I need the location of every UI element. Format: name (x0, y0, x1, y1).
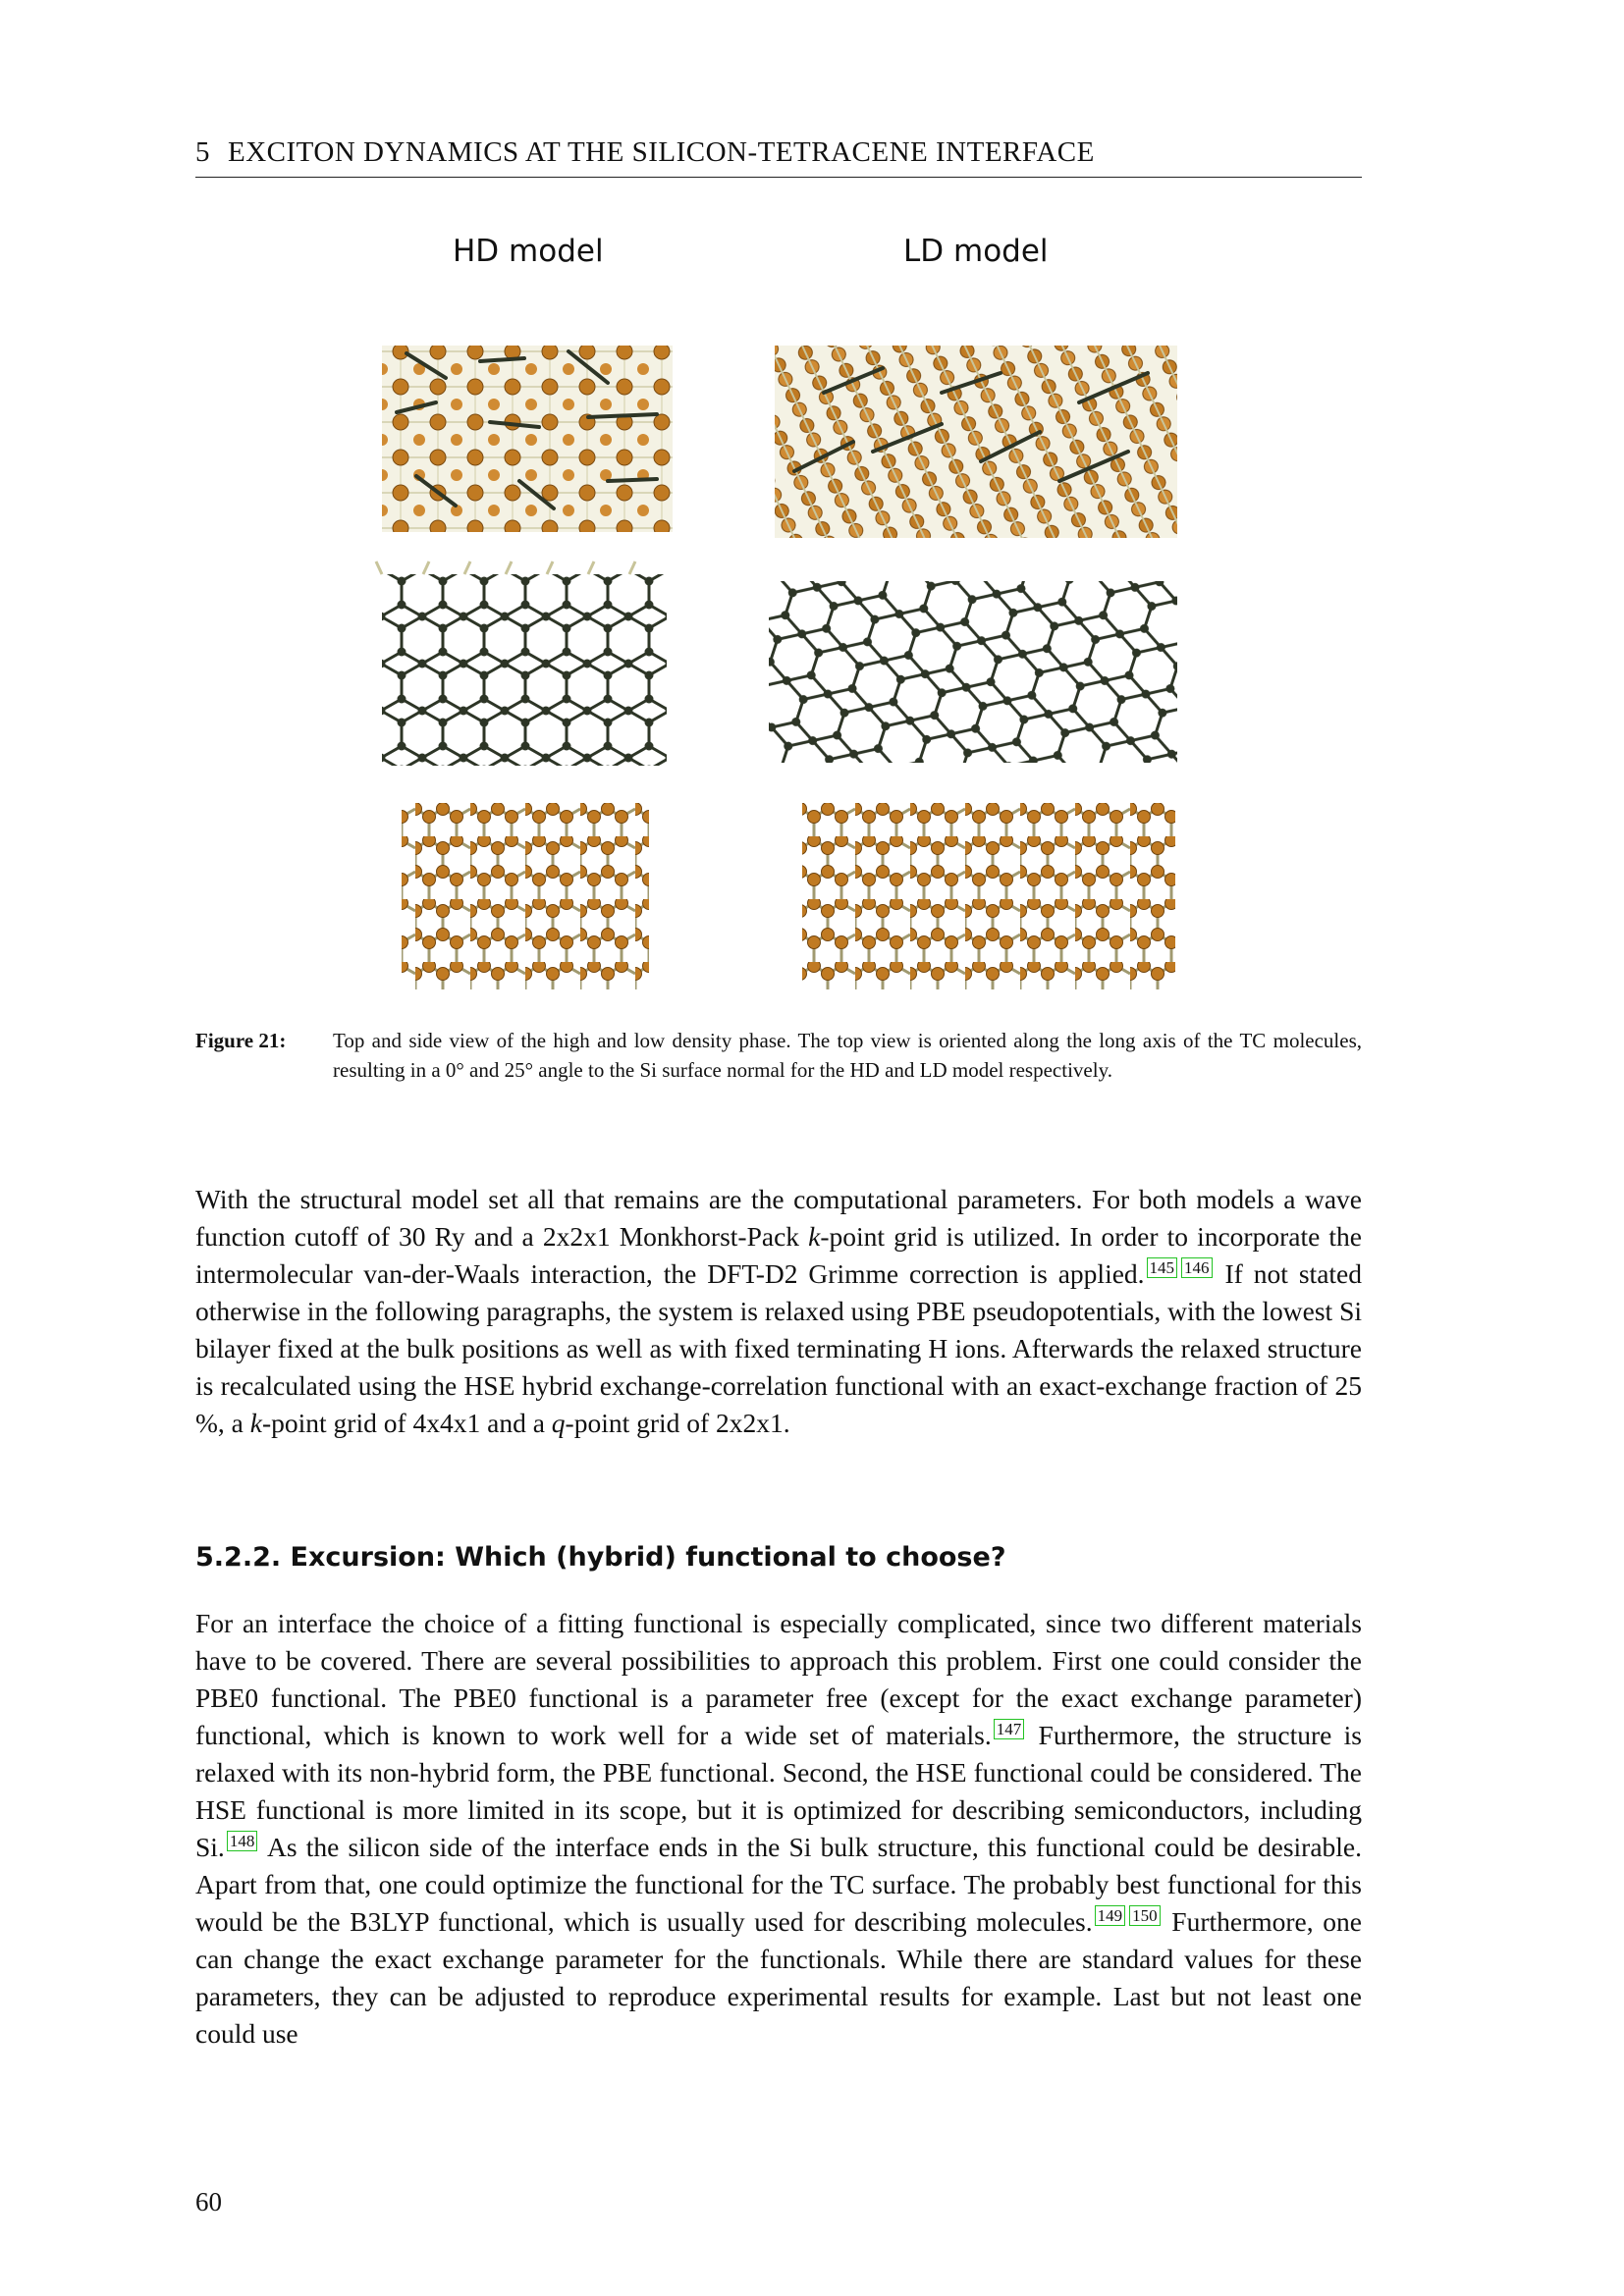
paragraph-functional-choice: For an interface the choice of a fitting functional is especially complicated, since two different materials have to be covered. There are several possibilities to approach this problem. First one could consider the PBE0 functional. The PBE0 functional is a parameter free (except for the exact exchange parameter) functional, which is known to work well for a wide set of materials. $^{147}$ Furthermore, the structure is relaxed with its non-hybrid form, the PBE functional. Second, the HSE functional could be considered. The HSE functional is more limited in its scope, but it is optimized for describing semiconductors, including Si. $^{148}$ As the silicon side of the interface ends in the Si bulk structure, this functional could be desirable. Apart from that, one could optimize the functional for the TC surface. The probably best functional for this would be the B3LYP functional, which is usually used for describing molecules. $^{149}$ $^{150}$ Furthermore, one can change the exact exchange parameter for the functionals. While there are standard values for these parameters, they can be adjusted to reproduce experimental results for example. Last but not least one could use (195, 1608, 1363, 2049)
citation-145[interactable]: 145 (1147, 1257, 1178, 1278)
section-number: 5.2.2. (195, 1542, 282, 1573)
citation-147[interactable]: 147 (994, 1719, 1025, 1739)
hd-top-view (382, 346, 673, 532)
ld-silicon-side-view (802, 803, 1175, 989)
ld-tetracene-side-view (769, 581, 1177, 763)
figure-21-structures (195, 334, 1362, 1001)
ld-top-view (775, 346, 1177, 538)
citation-148[interactable]: 148 (227, 1831, 258, 1851)
citation-146[interactable]: 146 (1181, 1257, 1213, 1278)
hd-tetracene-side-view (376, 561, 667, 766)
chapter-number: 5 (195, 136, 210, 168)
ld-model-label: LD model (903, 234, 1049, 269)
section-heading-5-2-2 (195, 1542, 1005, 1573)
header-rule (195, 177, 1362, 178)
citation-150[interactable]: 150 (1129, 1905, 1161, 1926)
hd-model-label: HD model (453, 234, 604, 269)
running-header (195, 136, 1362, 169)
citation-149[interactable]: 149 (1095, 1905, 1126, 1926)
section-title: Excursion: Which (hybrid) functional to choose? (290, 1542, 1006, 1573)
hd-silicon-side-view (402, 803, 649, 989)
chapter-title: EXCITON DYNAMICS AT THE SILICON-TETRACENE INTERFACE (228, 136, 1095, 168)
paragraph-computational-parameters: With the structural model set all that remains are the computational parameters. For both models a wave function cutoff of 30 Ry and a 2x2x1 Monkhorst-Pack k-point grid is utilized. In order to incorporate the intermolecular van-der-Waals interaction, the DFT-D2 Grimme correction is applied. $^{145}$ $^{146}$ If not stated otherwise in the following paragraphs, the system is relaxed using PBE pseudopotentials, with the lowest Si bilayer fixed at the bulk positions as well as with fixed terminating H ions. Afterwards the relaxed structure is recalculated using the HSE hybrid exchange-correlation functional with an exact-exchange fraction of 25 %, a k-point grid of 4x4x1 and a q-point grid of 2x2x1. (195, 1184, 1363, 1438)
caption-label: Figure 21: (195, 1029, 287, 1052)
page-number: 60 (195, 2187, 222, 2216)
caption-text: Top and side view of the high and low density phase. The top view is oriented along the long axis of the TC molecules, resulting in a 0° and 25° angle to the Si surface normal for the HD and LD model respectively. (333, 1029, 1362, 1082)
